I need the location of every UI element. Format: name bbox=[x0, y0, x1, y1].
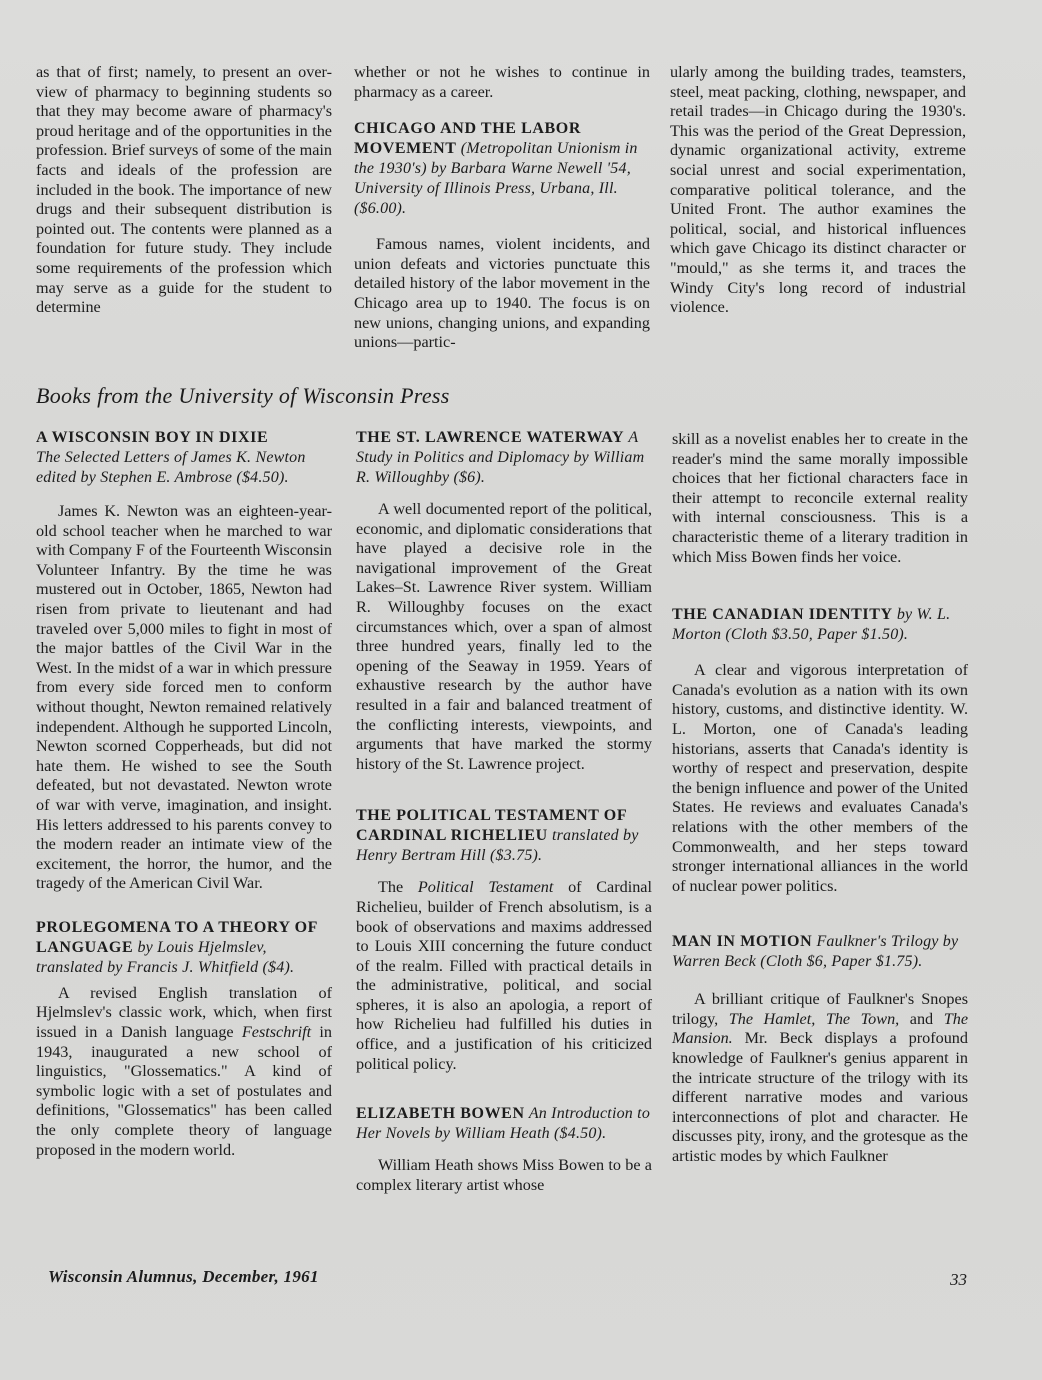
man-in-motion-title: MAN IN MOTION bbox=[672, 933, 813, 951]
pharmacy-text-end: whether or not he wishes to continue in pharmacy as a career. bbox=[354, 63, 650, 101]
prolegomena-body: A revised English translation of Hjelmslev's classic work, which, when first issued in a Danish language Festschrift in 1943, inaugurated a new school of linguistics, "Glossematics." A kind of symbolic logic with a set of postulates and definitions, "Glossematics" has been called the only complete theory of language proposed in the modern world. bbox=[36, 983, 333, 1159]
st-lawrence-title: THE ST. LAWRENCE WATERWAY bbox=[356, 429, 625, 446]
prolegomena-subtitle: by Louis Hjelmslev, translated by Francis J. Whitfield ($4). bbox=[36, 938, 295, 976]
chicago-title: CHICAGO AND THE LABOR MOVEMENT bbox=[354, 120, 582, 158]
chicago-subtitle: (Metropolitan Unionism in the 1930's) by Barbara Warne Newell '54, University of Illinois Press, Urbana, Ill. ($6.00). bbox=[354, 140, 638, 218]
page-number: 33 bbox=[950, 1270, 967, 1289]
canadian-body: A clear and vigorous interpretation of Canada's evolution as a nation with its own history, customs, and distinctive identity. W. L. Morton, one of Canada's leading historians, asserts that Canada's identity is worthy of respect and preservation, despite the benign influence and power of the United States. He reviews and evaluates Canada's relations with the other members of the Commonwealth, and her steps toward stronger international alliances in the world of nuclear power politics. bbox=[672, 661, 968, 895]
prolegomena-title: PROLEGOMENA TO A THEORY OF LANGUAGE bbox=[36, 918, 318, 956]
man-in-motion-heading bbox=[672, 932, 968, 972]
richelieu-title: THE POLITICAL TESTAMENT OF CARDINAL RICHELIEU bbox=[356, 807, 627, 845]
chicago-heading bbox=[354, 119, 650, 219]
wisconsin-boy-title: A WISCONSIN BOY IN DIXIE bbox=[36, 429, 269, 446]
richelieu-subtitle: translated by Henry Bertram Hill ($3.75). bbox=[356, 827, 639, 865]
chicago-body: Famous names, violent incidents, and union defeats and victories punctuate this detailed history of the labor movement in the Chicago area up to 1940. The focus is on new unions, changing unions, and expanding unions—partic- bbox=[354, 235, 650, 352]
bowen-heading bbox=[356, 1104, 652, 1144]
footer-publication: Wisconsin Alumnus, December, 1961 bbox=[48, 1267, 319, 1286]
richelieu-body: The Political Testament of Cardinal Richelieu, builder of French absolutism, is a book of observations and maxims addressed to Louis XIII concerning the future conduct of the realm. Filled with practical details in the administrative, political, and social spheres, it is also an apologia, a report of how Richelieu had fulfilled his duties in office, and a justification of his criticized political policy. bbox=[356, 878, 652, 1073]
bowen-subtitle: An Introduction to Her Novels by William Heath ($4.50). bbox=[356, 1105, 651, 1143]
wisconsin-boy-heading bbox=[36, 428, 332, 488]
st-lawrence-heading bbox=[356, 428, 652, 488]
st-lawrence-body: A well documented report of the political, economic, and diplomatic considerations that have played a decisive role in the navigational improvement of the Great Lakes–St. Lawrence River system. William R. Willoughby focuses on the exact circumstances which, over a span of almost three hundred years, finally led to the opening of the Seaway in 1959. Years of exhaustive research by the author have resulted in a fair and balanced treatment of the conflicting interests, viewpoints, and arguments that have marked the stormy history of the St. Lawrence project. bbox=[356, 500, 652, 773]
section-title: Books from the University of Wisconsin Press bbox=[36, 383, 450, 408]
top-column-1 bbox=[36, 63, 332, 318]
canadian-heading bbox=[672, 605, 968, 645]
pharmacy-text: as that of first; namely, to present an over-view of pharmacy to beginning students so that they may become aware of pharmacy's proud heritage and of the opportunities in the profession. Brief surveys of some of the main facts and ideals of the profession are included in the book. The importance of new drugs and their subsequent distribution is pointed out. The contents were planned as a foundation for future study. They include some requirements of the profession which may serve as a guide for the student to determine bbox=[36, 63, 332, 317]
chicago-body-continued: ularly among the building trades, teamsters, steel, meat packing, clothing, newspaper, and retail trades—in Chicago during the 1930's. This was the period of the Great Depression, dynamic organizational activity, extreme social unrest and social experimentation, comparative political tolerance, and the United Front. The author examines the political, social, and historical influences which gave Chicago its distinct character or "mould," as she terms it, and traces the Windy City's long record of industrial violence. bbox=[670, 63, 966, 317]
canadian-subtitle: by W. L. Morton (Cloth $3.50, Paper $1.50). bbox=[672, 606, 951, 644]
man-in-motion-subtitle: Faulkner's Trilogy by Warren Beck (Cloth $6, Paper $1.75). bbox=[672, 933, 959, 971]
man-in-motion-body: A brilliant critique of Faulkner's Snopes trilogy, The Hamlet, The Town, and The Mansion. Mr. Beck displays a profound knowledge of Faulkner's genius apparent in the intricate structure of the trilogy with its different narrative modes and various interconnections of plot and character. He discusses pity, irony, and the grotesque as the artistic modes by which Faulkner bbox=[672, 990, 968, 1166]
books-column-3 bbox=[672, 430, 968, 1167]
top-column-3 bbox=[670, 63, 966, 318]
wisconsin-boy-subtitle: The Selected Letters of James K. Newton edited by Stephen E. Ambrose ($4.50). bbox=[36, 449, 306, 486]
bowen-body: William Heath shows Miss Bowen to be a complex literary artist whose bbox=[356, 1156, 652, 1194]
bowen-body-continued: skill as a novelist enables her to create in the reader's mind the same morally impossible choices that her fictional characters face in their attempt to reconcile external reality with internal consciousness. This is a characteristic theme of a literary tradition in which Miss Bowen finds her voice. bbox=[672, 430, 968, 566]
books-column-1 bbox=[36, 428, 332, 1160]
bowen-title: ELIZABETH BOWEN bbox=[356, 1105, 525, 1123]
wisconsin-boy-body: James K. Newton was an eighteen-year-old school teacher when he marched to war with Company F of the Fourteenth Wisconsin Volunteer Infantry. By the time he was mustered out in October, 1865, Newton had risen from private to lieutenant and had traveled over 5,000 miles to fight in most of the major battles of the Civil War in the West. In the midst of a war in which pressure from every side forced men to conform without thought, Newton remained relatively independent. Although he supported Lincoln, Newton scorned Copperheads, but did not hate them. He wished to see the South defeated, but not devastated. Newton wrote of war with verve, imagination, and insight. His letters addressed to his parents convey to the modern reader an intimate view of the excitement, the horror, the humor, and the tragedy of the American Civil War. bbox=[36, 502, 332, 893]
st-lawrence-subtitle: A Study in Politics and Diplomacy by William R. Willoughby ($6). bbox=[356, 429, 645, 486]
top-column-2 bbox=[354, 63, 650, 353]
prolegomena-heading bbox=[36, 918, 332, 978]
richelieu-heading bbox=[356, 806, 652, 866]
books-column-2 bbox=[356, 428, 652, 1195]
canadian-title: THE CANADIAN IDENTITY bbox=[672, 606, 893, 624]
